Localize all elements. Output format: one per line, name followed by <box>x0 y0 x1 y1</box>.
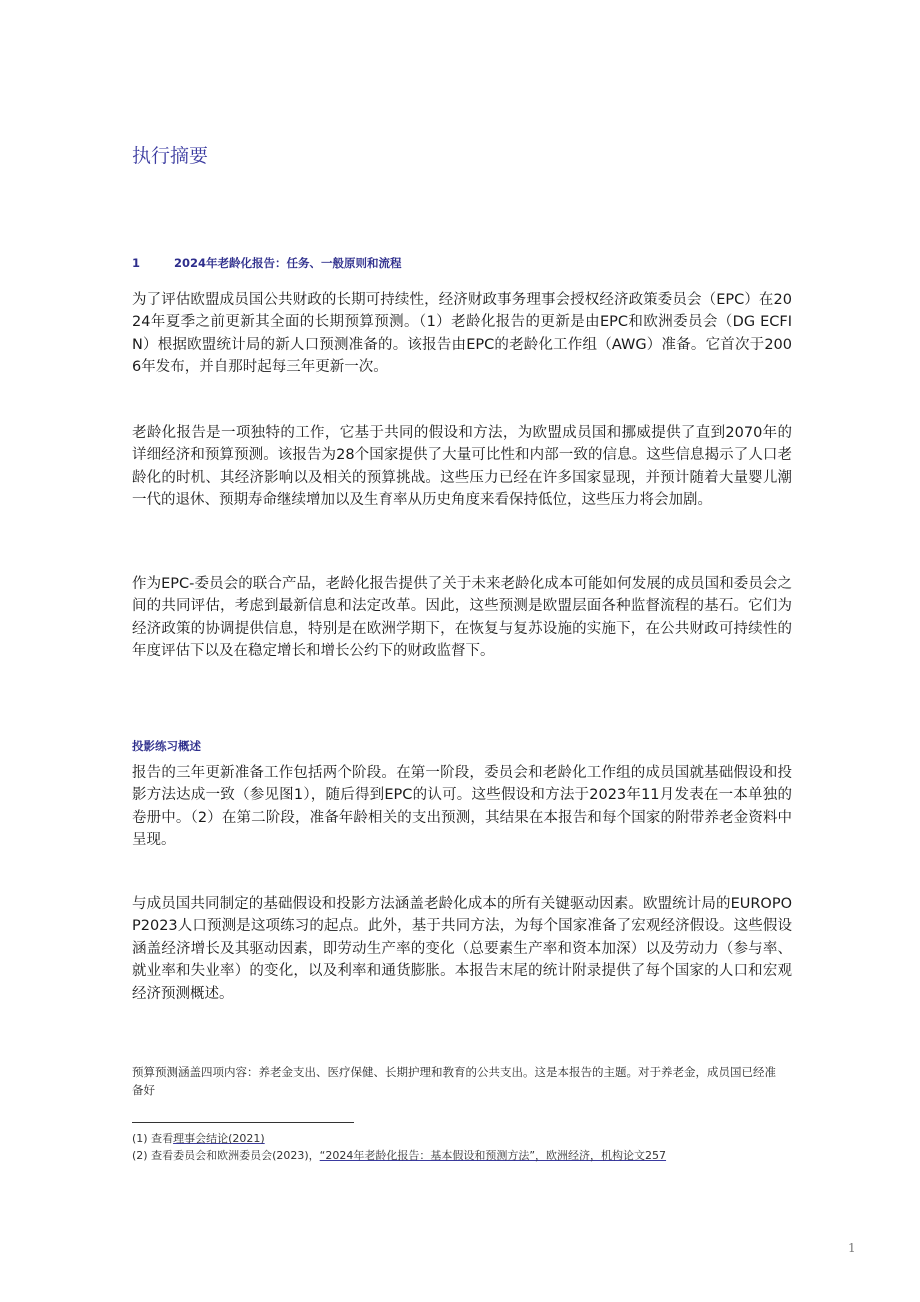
paragraph-unique-exercise: 老龄化报告是一项独特的工作，它基于共同的假设和方法，为欧盟成员国和挪威提供了直到2070年的详细经济和预算预测。该报告为28个国家提供了大量可比性和内部一致的信息。这些信息揭示了人口老龄化的时机、其经济影响以及相关的预算挑战。这些压力已经在许多国家显现，并预计随着大量婴儿潮一代的退休、预期寿命继续增加以及生育率从历史角度来看保持低位，这些压力将会加剧。 <box>132 425 792 509</box>
footnote-1 <box>132 1130 666 1147</box>
footnote-2 <box>132 1147 666 1164</box>
footnotes <box>132 1130 666 1164</box>
footnote-1-link[interactable]: 理事会结论(2021) <box>173 1132 265 1145</box>
section-heading <box>132 255 402 271</box>
footnote-2-prefix: (2) 查看委员会和欧洲委员会(2023)， <box>132 1149 320 1162</box>
page-number: 1 <box>848 1241 856 1255</box>
footnote-divider <box>132 1122 354 1123</box>
paragraph-key-drivers: 与成员国共同制定的基础假设和投影方法涵盖老龄化成本的所有关键驱动因素。欧盟统计局的EUROPOP2023人口预测是这项练习的起点。此外，基于共同方法，为每个国家准备了宏观经济假设。这些假设涵盖经济增长及其驱动因素，即劳动生产率的变化（总要素生产率和资本加深）以及劳动力（参与率、就业率和失业率）的变化，以及利率和通货膨胀。本报告末尾的统计附录提供了每个国家的人口和宏观经济预测概述。 <box>132 896 792 1002</box>
section-title: 2024年老龄化报告：任务、一般原则和流程 <box>174 256 402 270</box>
budget-note: 预算预测涵盖四项内容：养老金支出、医疗保健、长期护理和教育的公共支出。这是本报告的主题。对于养老金，成员国已经准备好 <box>132 1065 776 1097</box>
paragraph-joint-product: 作为EPC-委员会的联合产品，老龄化报告提供了关于未来老龄化成本可能如何发展的成员国和委员会之间的共同评估，考虑到最新信息和法定改革。因此，这些预测是欧盟层面各种监督流程的基石。它们为经济政策的协调提供信息，特别是在欧洲学期下，在恢复与复苏设施的实施下，在公共财政可持续性的年度评估下以及在稳定增长和增长公约下的财政监督下。 <box>132 576 792 660</box>
paragraph-two-stages: 报告的三年更新准备工作包括两个阶段。在第一阶段，委员会和老龄化工作组的成员国就基础假设和投影方法达成一致（参见图1），随后得到EPC的认可。这些假设和方法于2023年11月发表在一本单独的卷册中。（2）在第二阶段，准备年龄相关的支出预测，其结果在本报告和每个国家的附带养老金资料中呈现。 <box>132 765 792 849</box>
footnote-2-link[interactable]: “2024年老龄化报告：基本假设和预测方法”，欧洲经济，机构论文257 <box>319 1149 667 1162</box>
subheading-projection-overview: 投影练习概述 <box>132 739 201 753</box>
paragraph-mandate: 为了评估欧盟成员国公共财政的长期可持续性，经济财政事务理事会授权经济政策委员会（EPC）在2024年夏季之前更新其全面的长期预算预测。（1）老龄化报告的更新是由EPC和欧洲委员会（DG ECFIN）根据欧盟统计局的新人口预测准备的。该报告由EPC的老龄化工作组（AWG）准备。它首次于2006年发布，并自那时起每三年更新一次。 <box>132 292 792 376</box>
page-title: 执行摘要 <box>132 145 209 167</box>
footnote-1-prefix: (1) 查看 <box>132 1132 174 1145</box>
section-number: 1 <box>132 256 141 270</box>
